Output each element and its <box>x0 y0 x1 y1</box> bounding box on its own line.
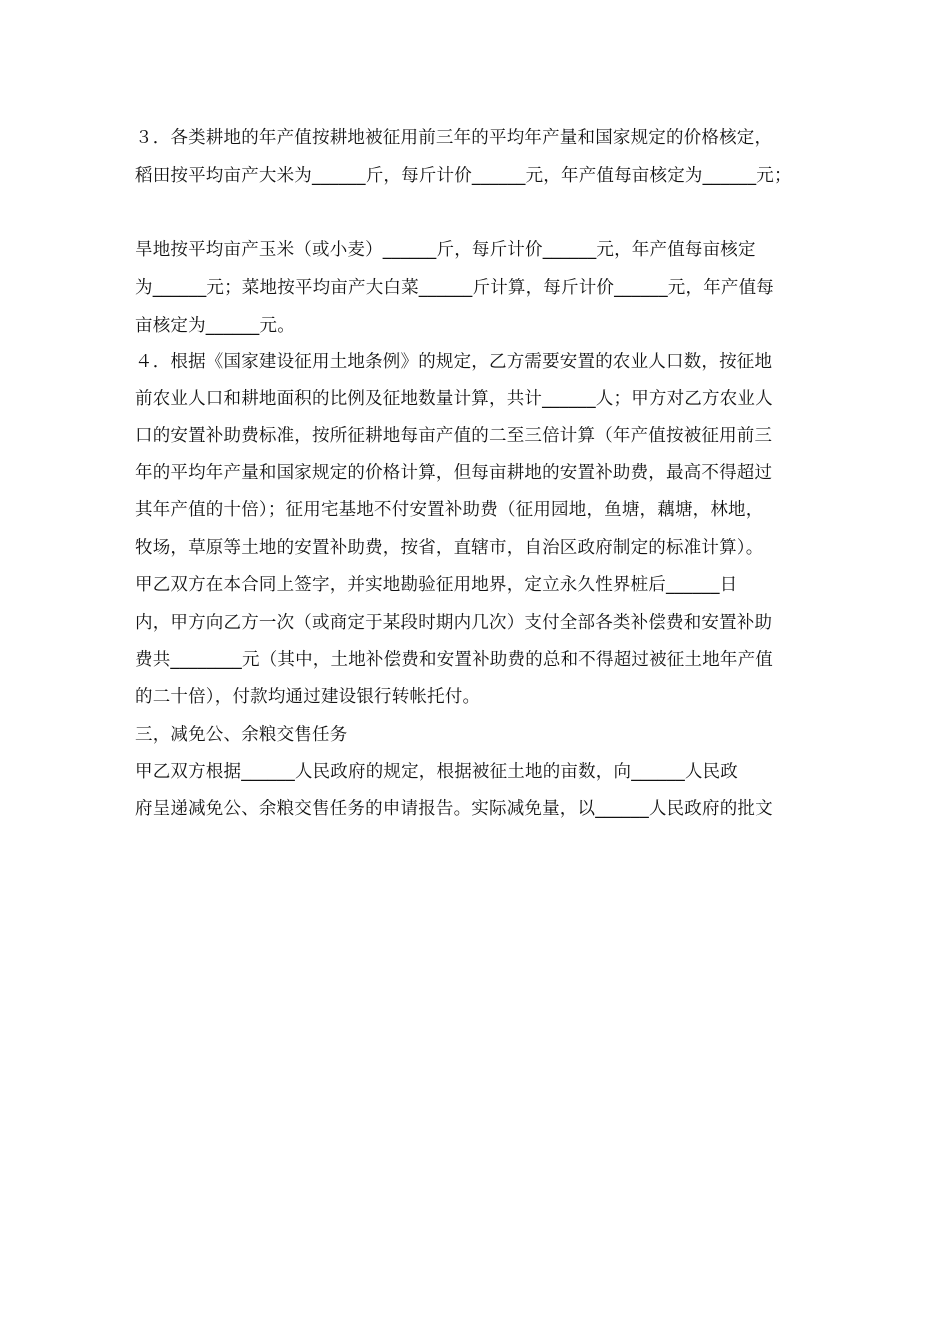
section-heading-3: 三，减免公、余粮交售任务 <box>135 725 348 745</box>
paragraph-line-vegetable-land-end: 亩核定为______元。 <box>135 316 295 336</box>
paragraph-line: 年的平均年产量和国家规定的价格计算，但每亩耕地的安置补助费，最高不得超过 <box>135 463 773 483</box>
paragraph-line-vegetable-land: 为______元；菜地按平均亩产大白菜______斤计算，每斤计价______元，年产值每 <box>135 278 774 298</box>
paragraph-line-clause-4-start: ４．根据《国家建设征用土地条例》的规定，乙方需要安置的农业人口数，按征地 <box>135 352 773 372</box>
paragraph-line: 的二十倍），付款均通过建设银行转帐托付。 <box>135 687 481 707</box>
paragraph-line-paddy-field: 稻田按平均亩产大米为______斤，每斤计价______元，年产值每亩核定为______元； <box>135 166 792 186</box>
paragraph-line: 牧场，草原等土地的安置补助费，按省，直辖市，自治区政府制定的标准计算）。 <box>135 538 764 558</box>
paragraph-line-section-3-end: 府呈递减免公、余粮交售任务的申请报告。实际减免量，以______人民政府的批文 <box>135 799 773 819</box>
paragraph-line-payment-start: 甲乙双方在本合同上签字，并实地勘验征用地界，定立永久性界桩后______日 <box>135 575 738 595</box>
paragraph-line: 口的安置补助费标准，按所征耕地每亩产值的二至三倍计算（年产值按被征用前三 <box>135 426 773 446</box>
paragraph-line-clause-3-start: ３．各类耕地的年产值按耕地被征用前三年的平均年产量和国家规定的价格核定， <box>135 128 773 148</box>
paragraph-line: 前农业人口和耕地面积的比例及征地数量计算，共计______人；甲方对乙方农业人 <box>135 389 773 409</box>
paragraph-line-section-3-start: 甲乙双方根据______人民政府的规定，根据被征土地的亩数，向______人民政 <box>135 762 738 782</box>
paragraph-line: 费共________元（其中，土地补偿费和安置补助费的总和不得超过被征土地年产值 <box>135 650 773 670</box>
paragraph-line-dry-land: 旱地按平均亩产玉米（或小麦）______斤，每斤计价______元，年产值每亩核定 <box>135 240 756 260</box>
paragraph-line: 其年产值的十倍）；征用宅基地不付安置补助费（征用园地，鱼塘，藕塘，林地， <box>135 500 764 520</box>
paragraph-line: 内，甲方向乙方一次（或商定于某段时期内几次）支付全部各类补偿费和安置补助 <box>135 613 773 633</box>
